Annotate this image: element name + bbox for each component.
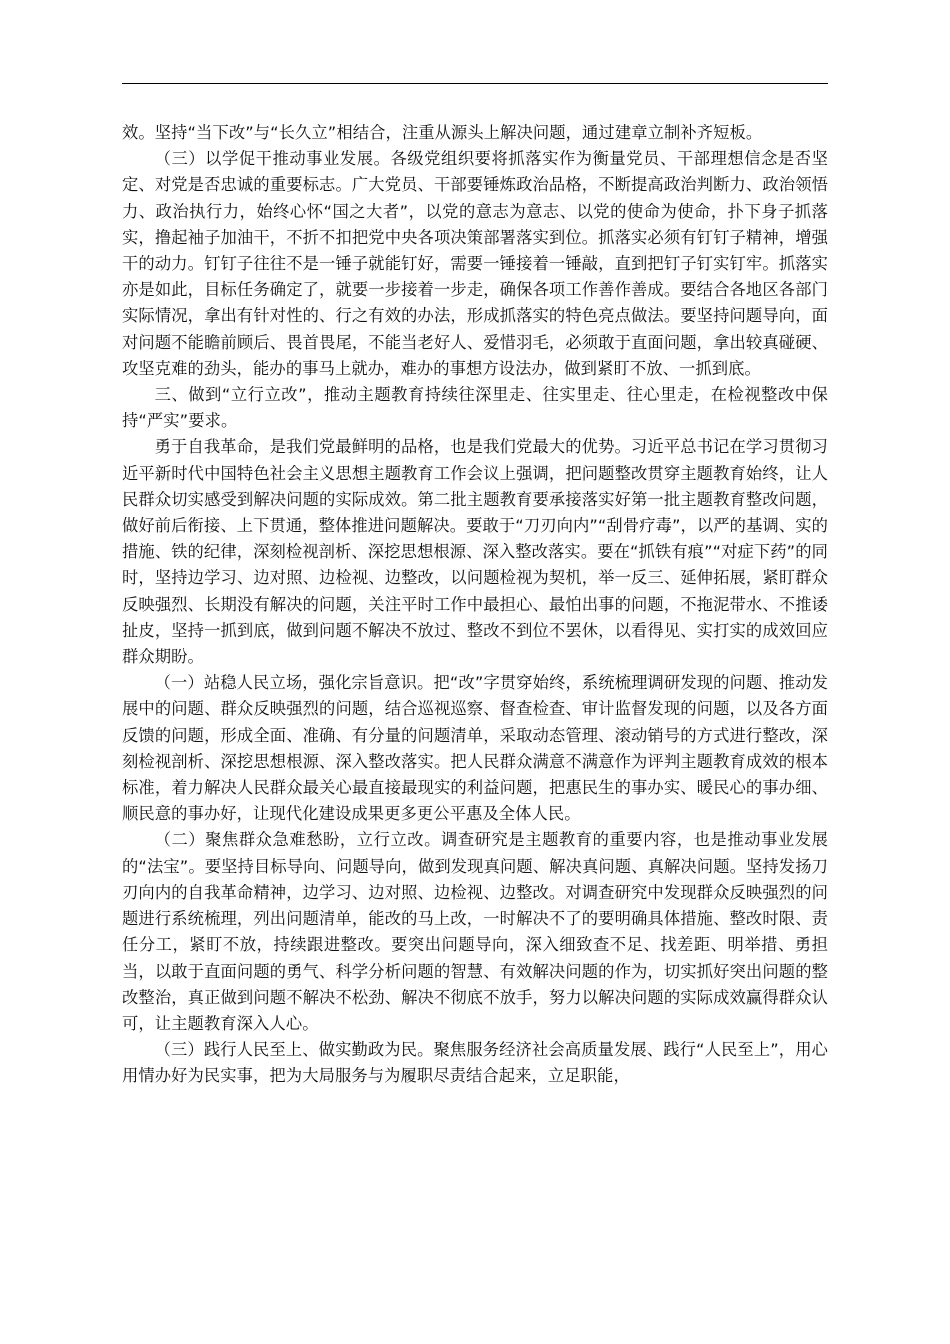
header-rule xyxy=(122,83,828,84)
paragraph-subsection-2: （二）聚焦群众急难愁盼，立行立改。调查研究是主题教育的重要内容，也是推动事业发展的“法宝”。要坚持目标导向、问题导向，做到发现真问题、解决真问题、真解决问题。坚持发扬刀刃向内的自我革命精神，边学习、边对照、边检视、边整改。对调查研究中发现群众反映强烈的问题进行系统梳理，列出问题清单，能改的马上改，一时解决不了的要明确具体措施、整改时限、责任分工，紧盯不放，持续跟进整改。要突出问题导向，深入细致查不足、找差距、明举措、勇担当，以敢于直面问题的勇气、科学分析问题的智慧、有效解决问题的作为，切实抓好突出问题的整改整治，真正做到问题不解决不松劲、解决不彻底不放手，努力以解决问题的实际成效赢得群众认可，让主题教育深入人心。 xyxy=(122,830,828,1033)
paragraph-subsection-3: （三）践行人民至上、做实勤政为民。聚焦服务经济社会高质量发展、践行“人民至上”，用心用情办好为民实事，把为大局服务与为履职尽责结合起来，立足职能， xyxy=(122,1040,828,1086)
document-body xyxy=(122,120,828,1090)
paragraph-section-3: （三）以学促干推动事业发展。各级党组织要将抓落实作为衡量党员、干部理想信念是否坚定、对党是否忠诚的重要标志。广大党员、干部要锤炼政治品格，不断提高政治判断力、政治领悟力、政治执行力，始终心怀“国之大者”，以党的意志为意志、以党的使命为使命，扑下身子抓落实，撸起袖子加油干，不折不扣把党中央各项决策部署落实到位。抓落实必须有钉钉子精神，增强干的动力。钉钉子往往不是一锤子就能钉好，需要一锤接着一锤敲，直到把钉子钉实钉牢。抓落实亦是如此，目标任务确定了，就要一步接着一步走，确保各项工作善作善成。要结合各地区各部门实际情况，拿出有针对性的、行之有效的办法，形成抓落实的特色亮点做法。要坚持问题导向，面对问题不能瞻前顾后、畏首畏尾，不能当老好人、爱惜羽毛，必须敢于直面问题，拿出较真碰硬、攻坚克难的劲头，能办的事马上就办，难办的事想方设法办，做到紧盯不放、一抓到底。 xyxy=(122,149,828,378)
heading-part-3: 三、做到“立行立改”，推动主题教育持续往深里走、往实里走、往心里走，在检视整改中保持“严实”要求。 xyxy=(122,385,828,431)
paragraph-self-revolution: 勇于自我革命，是我们党最鲜明的品格，也是我们党最大的优势。习近平总书记在学习贯彻习近平新时代中国特色社会主义思想主题教育工作会议上强调，把问题整改贯穿主题教育始终，让人民群众切实感受到解决问题的实际成效。第二批主题教育要承接落实好第一批主题教育整改问题，做好前后衔接、上下贯通，整体推进问题解决。要敢于“刀刃向内”“刮骨疗毒”，以严的基调、实的措施、铁的纪律，深刻检视剖析、深挖思想根源、深入整改落实。要在“抓铁有痕”“对症下药”的同时，坚持边学习、边对照、边检视、边整改，以问题检视为契机，举一反三、延伸拓展，紧盯群众反映强烈、长期没有解决的问题，关注平时工作中最担心、最怕出事的问题，不拖泥带水、不推诿扯皮，坚持一抓到底，做到问题不解决不放过、整改不到位不罢休，以看得见、实打实的成效回应群众期盼。 xyxy=(122,437,828,667)
paragraph-subsection-1: （一）站稳人民立场，强化宗旨意识。把“改”字贯穿始终，系统梳理调研发现的问题、推动发展中的问题、群众反映强烈的问题，结合巡视巡察、督查检查、审计监督发现的问题，以及各方面反馈的问题，形成全面、准确、有分量的问题清单，采取动态管理、滚动销号的方式进行整改，深刻检视剖析、深挖思想根源、深入整改落实。把人民群众满意不满意作为评判主题教育成效的根本标准，着力解决人民群众最关心最直接最现实的利益问题，把惠民生的事办实、暖民心的事办细、顺民意的事办好，让现代化建设成果更多更公平惠及全体人民。 xyxy=(122,673,828,824)
paragraph-continuation: 效。坚持“当下改”与“长久立”相结合，注重从源头上解决问题，通过建章立制补齐短板。 xyxy=(122,123,763,142)
